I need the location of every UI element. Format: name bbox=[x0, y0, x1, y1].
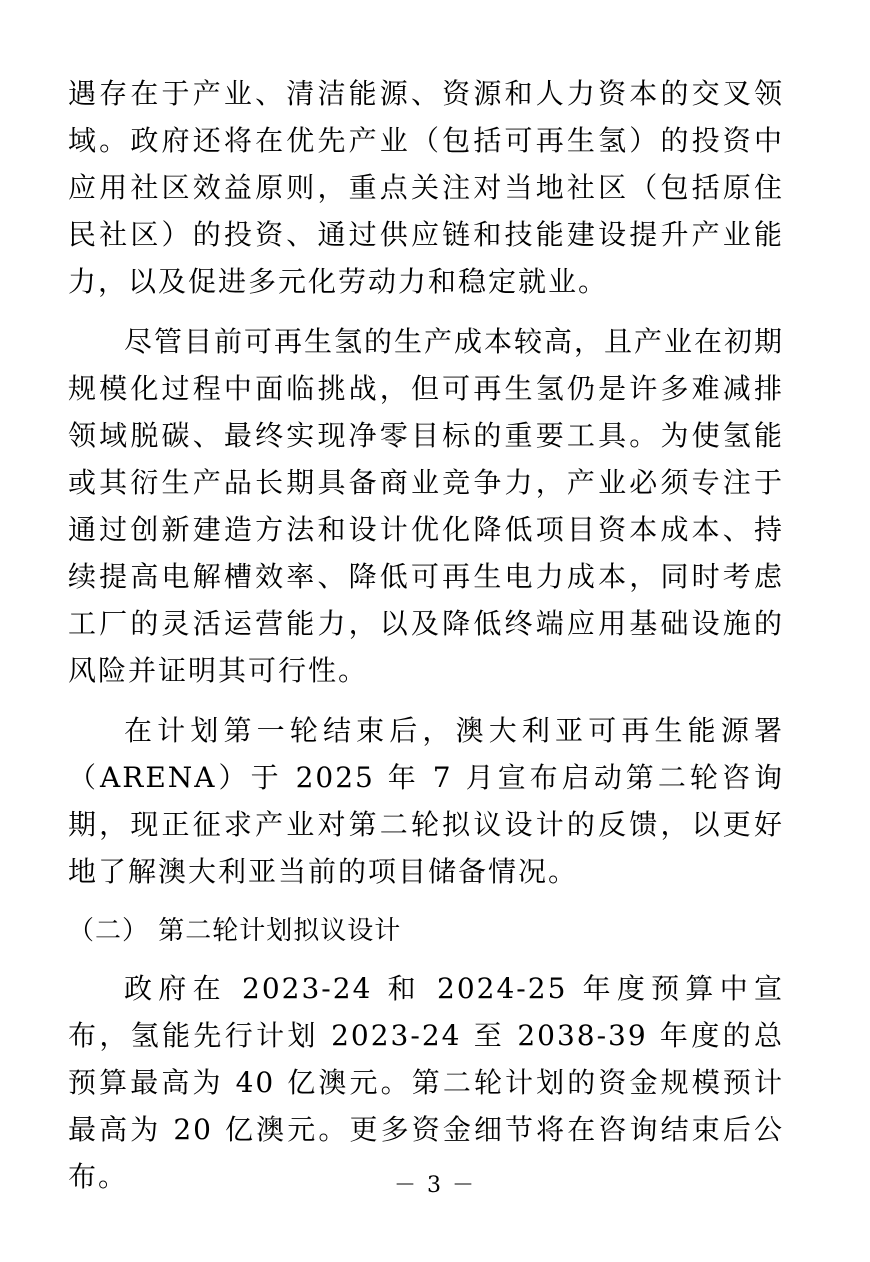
paragraph-arena-consultation: 在计划第一轮结束后，澳大利亚可再生能源署（ARENA）于 2025 年 7 月宣布启动第二轮咨询期，现正征求产业对第二轮拟议设计的反馈，以更好地了解澳大利亚当前的项目储备情况。 bbox=[68, 714, 784, 888]
page-number: － 3 － bbox=[394, 1173, 476, 1198]
section-heading: （二） 第二轮计划拟议设计 bbox=[68, 916, 402, 946]
document-body bbox=[68, 70, 784, 1213]
paragraph-continued: 遇存在于产业、清洁能源、资源和人力资本的交叉领域。政府还将在优先产业（包括可再生氢）的投资中应用社区效益原则，重点关注对当地社区（包括原住民社区）的投资、通过供应链和技能建设提升产业能力，以及促进多元化劳动力和稳定就业。 bbox=[68, 77, 784, 298]
paragraph-renewable-hydrogen-costs: 尽管目前可再生氢的生产成本较高，且产业在初期规模化过程中面临挑战，但可再生氢仍是许多难减排领域脱碳、最终实现净零目标的重要工具。为使氢能或其衍生产品长期具备商业竞争力，产业必须专注于通过创新建造方法和设计优化降低项目资本成本、持续提高电解槽效率、降低可再生电力成本，同时考虑工厂的灵活运营能力，以及降低终端应用基础设施的风险并证明其可行性。 bbox=[68, 325, 785, 687]
paragraph-budget: 政府在 2023-24 和 2024-25 年度预算中宣布，氢能先行计划 2023-24 至 2038-39 年度的总预算最高为 40 亿澳元。第二轮计划的资金规模预计最高为 20 亿澳元。更多资金细节将在咨询结束后公布。 bbox=[68, 972, 784, 1193]
